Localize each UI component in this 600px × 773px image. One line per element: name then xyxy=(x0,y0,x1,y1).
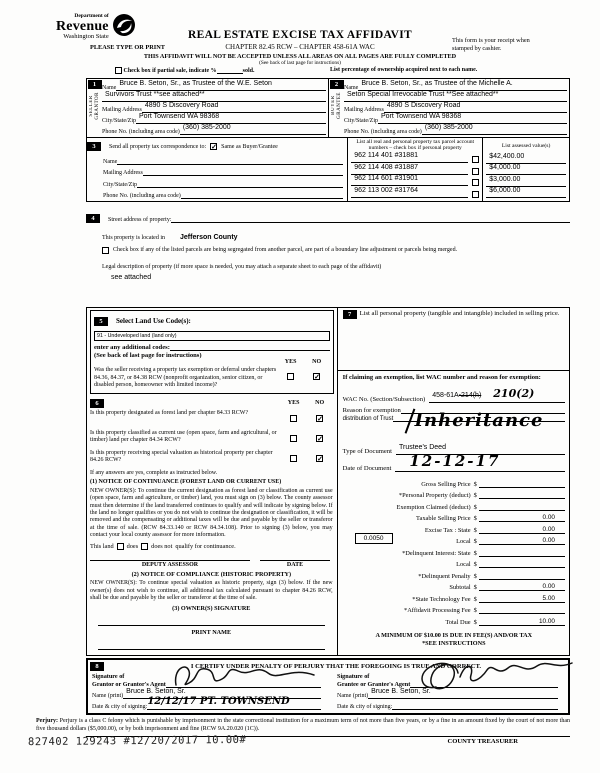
personal-property-deduct-row: *Personal Property (deduct) $ xyxy=(343,488,565,500)
date-of-document-row xyxy=(342,452,565,472)
land-does-not-checkbox[interactable] xyxy=(141,543,148,550)
section-2-number: 2 xyxy=(330,80,344,89)
type-of-document-label: Type of Document xyxy=(342,448,392,455)
street-address-label: Street address of property: xyxy=(108,217,172,223)
assessed-value-field[interactable]: $6,000.00 xyxy=(486,179,566,198)
land-use-column xyxy=(87,308,338,655)
land-use-box xyxy=(90,310,334,394)
percent-sold-field[interactable] xyxy=(217,73,243,74)
seller-side xyxy=(87,80,102,135)
corr-phone-label: Phone No. (including area code) xyxy=(103,193,181,199)
delinquent-interest-state-row: *Delinquent Interest: State $ xyxy=(343,545,565,557)
deferral-question-row xyxy=(94,367,330,390)
grantor-name-print-field[interactable]: Bruce B. Seton, Sr. xyxy=(123,680,321,699)
seller-grantor-box xyxy=(87,79,328,137)
assessed-value-column xyxy=(482,138,569,201)
seller-csz-field[interactable]: Port Townsend WA 98368 xyxy=(136,105,326,124)
forest-yes-checkbox[interactable] xyxy=(290,415,297,422)
seller-grantor-vertical-label: SELLER GRANTOR xyxy=(88,92,100,120)
total-due-row: Total Due $ 10.00 xyxy=(343,614,565,626)
segregated-checkbox[interactable] xyxy=(102,247,109,254)
buyer-csz-label: City/State/Zip xyxy=(344,118,378,124)
legal-description-value[interactable]: see attached xyxy=(111,274,152,281)
historic-question-row: Is this property receiving special valuation as historical property per chapter 84.26 RCW? ✓ xyxy=(90,449,323,464)
corr-address-label: Mailing Address xyxy=(103,170,143,176)
grantee-signature-block xyxy=(327,671,564,710)
owners-signature-title: (3) OWNER(S) SIGNATURE xyxy=(172,605,251,613)
exemption-claimed-row: Exemption Claimed (deduct) $ xyxy=(343,499,565,511)
buyer-grantee-box xyxy=(328,79,569,137)
form-title: REAL ESTATE EXCISE TAX AFFIDAVIT xyxy=(188,29,412,41)
state-technology-fee-row: *State Technology Fee $ 5.00 xyxy=(343,591,565,603)
this-land-label: This land xyxy=(90,543,114,551)
buyer-name-field-2[interactable]: Seton Special Irrevocable Trust **See attached** xyxy=(344,83,567,102)
buyer-address-field[interactable]: 4890 S Discovery Road xyxy=(384,94,567,113)
exemption-fees-column xyxy=(338,308,569,655)
seller-csz-label: City/State/Zip xyxy=(102,118,136,124)
date-of-document-field[interactable]: 12-12-17 xyxy=(395,452,565,472)
assessed-row xyxy=(486,187,566,199)
ownership-note: List percentage of ownership acquired next to each name. xyxy=(330,67,478,73)
grantee-signature-scribble xyxy=(410,657,580,697)
delinquent-penalty-row: *Delinquent Penalty $ xyxy=(343,568,565,580)
notice1-body: NEW OWNER(S): To continue the current designation as forest land or classification as current use (open space, farm and agriculture, or timber) land, you must sign on (3) below. The county assessor must then determine if the land transferred continues to qualify and will indicate by signing below. If the land no longer qualifies or you do not wish to continue the designation or classification, it will be removed and the compensating or additional taxes will be due and payable by the seller or transferor at the time of sale. (RCW 84.33.140 or RCW 84.34.108). Prior to signing (3) below, you may contact your local county assessor for more information. xyxy=(90,488,333,538)
lower-section xyxy=(86,307,570,656)
parcel-number-field[interactable]: 962 113 002 #31764 xyxy=(351,179,468,198)
grantor-name-print-label: Name (print) xyxy=(92,693,124,700)
designation-box xyxy=(87,397,337,651)
exemption-claimed-field[interactable] xyxy=(479,503,565,511)
grantor-date-city-field[interactable]: 12/12/17 PT. TOWNSEND xyxy=(147,691,321,710)
deferral-no-checkbox[interactable]: ✓ xyxy=(314,372,320,381)
notice1-title: (1) NOTICE OF CONTINUANCE (FOREST LAND OR CURRENT USE) xyxy=(90,478,282,485)
sold-label: sold. xyxy=(242,68,255,74)
chapter-label: CHAPTER 82.45 RCW – CHAPTER 458-61A WAC xyxy=(225,43,375,51)
deputy-assessor-row xyxy=(90,560,333,568)
exemption-reason-row xyxy=(343,406,565,436)
parcel-3-personal-checkbox[interactable] xyxy=(472,179,479,186)
section-4-number: 4 xyxy=(86,214,100,223)
seller-address-field[interactable]: 4890 S Discovery Road xyxy=(142,94,326,113)
logo-state-label: Washington State xyxy=(63,32,109,40)
excise-tax-state-row: Excise Tax : State $ 0.00 xyxy=(343,522,565,534)
please-type-label: PLEASE TYPE OR PRINT xyxy=(90,44,165,51)
delinquent-interest-state-field[interactable] xyxy=(479,549,565,557)
deputy-date-line[interactable]: DATE xyxy=(260,560,330,568)
delinquent-interest-local-field[interactable] xyxy=(479,560,565,568)
corr-name-field[interactable] xyxy=(117,157,343,165)
seller-phone-label: Phone No. (including area code) xyxy=(102,129,180,135)
excise-tax-state-field[interactable]: 0.00 xyxy=(479,526,565,534)
property-location-section xyxy=(86,202,570,307)
buyer-csz-field[interactable]: Port Townsend WA 98368 xyxy=(378,105,567,124)
date-of-document-label: Date of Document xyxy=(342,465,392,472)
total-due-field[interactable]: 10.00 xyxy=(479,618,565,626)
type-of-document-field[interactable]: Trustee's Deed xyxy=(396,436,565,455)
receipt-note: This form is your receipt when stamped by cashier. xyxy=(452,37,530,52)
gross-selling-price-row: Gross Selling Price $ xyxy=(343,476,565,488)
buyer-address-label: Mailing Address xyxy=(344,107,384,113)
legal-description-label: Legal description of property (if more space is needed, you may attach a separate sheet to each page of the affidavit) xyxy=(102,264,382,270)
section-8-number: 8 xyxy=(90,662,104,671)
buyer-name-field[interactable]: Bruce B. Seton, Sr., as Trustee of the Michelle A. xyxy=(358,72,567,91)
partial-sale-label: Check box if partial sale, indicate % xyxy=(123,68,217,74)
corr-csz-label: City/State/Zip xyxy=(103,181,137,188)
corr-name-label: Name xyxy=(103,158,118,165)
forest-land-question-row: Is this property designated as forest land per chapter 84.33 RCW? ✓ xyxy=(90,409,323,424)
buyer-side xyxy=(329,80,344,135)
section-5-number: 5 xyxy=(94,317,108,326)
wac-number-field[interactable]: 458-61A-214(h) 210(2) xyxy=(429,384,565,403)
s5-yes-no-header: YES NO xyxy=(284,359,322,365)
land-use-code-select[interactable]: 91 - Undeveloped land (land only) xyxy=(94,331,330,341)
continuance-qualify-row xyxy=(90,543,333,550)
perjury-paragraph xyxy=(36,718,570,733)
perjury-text: Perjury is a class C felony which is punishable by imprisonment in the state correctional institution for a maximum term of not more than five years, or by a fine in an amount fixed by the court of not more than five thousand dollars ($5,000.00), or by both imprisonment and fine (RCW 9A.20.020 (1C)). xyxy=(36,718,571,732)
street-address-field[interactable] xyxy=(171,215,570,223)
if-yes-note: If any answers are yes, complete as instructed below. xyxy=(90,469,218,476)
seller-address-label: Mailing Address xyxy=(102,107,142,113)
not-accepted-notice: THIS AFFIDAVIT WILL NOT BE ACCEPTED UNLESS ALL AREAS ON ALL PAGES ARE FULLY COMPLETED xyxy=(143,53,457,60)
grantee-name-print-label: Name (print) xyxy=(337,693,369,700)
print-name-title: PRINT NAME xyxy=(191,629,232,637)
parcel-number-field[interactable]: 962 114 408 #31887 xyxy=(351,156,468,175)
cashier-receipt-stamp: 827402 129243 #12/20/2017 10.00# xyxy=(27,733,247,749)
local-tax-field[interactable]: 0.00 xyxy=(479,537,565,545)
additional-codes-label: enter any additional codes: xyxy=(94,344,170,351)
wac-number-row xyxy=(343,384,565,403)
buyer-name-label: Name xyxy=(344,85,359,91)
same-as-buyer-label: Same as Buyer/Grantee xyxy=(221,143,278,150)
section-6-number: 6 xyxy=(90,399,104,408)
parcel-number-field[interactable]: 962 114 601 #31901 xyxy=(351,167,468,186)
buyer-phone-label: Phone No. (including area code) xyxy=(344,129,422,135)
perjury-bold: Perjury: xyxy=(36,718,58,725)
local-tax-row: 0.0050 Local $ 0.00 xyxy=(343,534,565,546)
does-label: does xyxy=(126,543,139,551)
parties-section xyxy=(86,78,570,138)
parcel-2-personal-checkbox[interactable] xyxy=(472,168,479,175)
grantor-signature-block xyxy=(90,671,327,710)
current-use-question-row: Is this property classified as current use (open space, farm and agricultural, or timber) land per chapter 84.34 RCW? ✓ xyxy=(90,429,323,444)
owner-signature-line[interactable] xyxy=(98,614,325,626)
exemption-note: If claiming an exemption, list WAC number and reason for exemption: xyxy=(342,374,541,381)
delinquent-penalty-field[interactable] xyxy=(479,572,565,580)
seller-name-field-2[interactable]: Survivors Trust **see attached** xyxy=(102,83,326,102)
grantee-date-city-field[interactable] xyxy=(392,702,558,710)
minimum-fee-note: A MINIMUM OF $10.00 IS DUE IN FEE(S) AND/OR TAX *SEE INSTRUCTIONS xyxy=(375,631,533,647)
seller-name-field[interactable]: Bruce B. Seton, Sr., as Trustee of the W.E. Seton xyxy=(116,72,326,91)
located-county-value: Jefferson County xyxy=(180,234,238,241)
assessed-header: List assessed value(s) xyxy=(501,143,551,149)
grantee-signature-label: Signature of Grantee or Grantee's Agent xyxy=(337,673,411,688)
s6-yes-no-header: YES NO xyxy=(287,400,325,406)
gross-selling-price-field[interactable] xyxy=(479,480,565,488)
corr-phone-field[interactable] xyxy=(181,191,343,199)
grantor-signature-label: Signature of Grantor or Grantor's Agent xyxy=(92,673,166,688)
parcel-4-personal-checkbox[interactable] xyxy=(472,191,479,198)
grantor-date-city-label: Date & city of signing: xyxy=(92,704,148,711)
current-use-yes-checkbox[interactable] xyxy=(290,435,297,442)
section-7-number: 7 xyxy=(343,310,357,319)
additional-codes-field[interactable] xyxy=(170,343,330,351)
personal-property-title: List all personal property (tangible and intangible) included in selling price. xyxy=(359,310,560,317)
assessed-value-field[interactable]: $4,000.00 xyxy=(486,156,566,175)
seller-phone-field[interactable]: (360) 385-2000 xyxy=(180,116,326,135)
taxable-selling-price-field[interactable]: 0.00 xyxy=(479,514,565,522)
subtotal-field[interactable]: 0.00 xyxy=(479,583,565,591)
send-correspondence-label: Send all property tax correspondence to: xyxy=(109,143,207,150)
buyer-grantee-vertical-label: BUYER GRANTEE xyxy=(330,92,342,119)
reason-typed-value: distribution of Trust xyxy=(342,416,394,422)
taxable-selling-price-row: Taxable Selling Price $ 0.00 xyxy=(343,511,565,523)
legal-description-space xyxy=(86,281,570,307)
logo-revenue-label: Revenue xyxy=(56,18,109,34)
corr-address-field[interactable] xyxy=(143,168,343,176)
county-treasurer-label: COUNTY TREASURER xyxy=(86,736,570,745)
fee-table xyxy=(343,476,565,626)
grantee-name-print-field[interactable]: Bruce B. Seton, Sr. xyxy=(368,680,558,699)
grantor-signature-scribble xyxy=(166,659,316,693)
deferral-yes-checkbox[interactable] xyxy=(287,373,294,380)
personal-property-space[interactable] xyxy=(338,319,569,371)
grantor-signature-field[interactable] xyxy=(166,672,321,688)
parcel-row xyxy=(351,186,479,198)
affidavit-processing-fee-row: *Affidavit Processing Fee $ xyxy=(343,603,565,615)
print-name-line[interactable] xyxy=(98,638,325,650)
historic-no-checkbox[interactable]: ✓ xyxy=(317,455,323,464)
see-back-instructions: (See back of last page for instructions) xyxy=(94,352,202,359)
buyer-phone-field[interactable]: (360) 385-2000 xyxy=(422,116,567,135)
corr-csz-field[interactable] xyxy=(137,180,343,188)
see-back-note: (See back of last page for instructions) xyxy=(259,60,341,66)
parcel-header: List all real and personal property tax parcel account numbers – check box if personal property xyxy=(356,139,475,152)
buyer-fields xyxy=(344,80,567,135)
wac-label: WAC No. (Section/Subsection) xyxy=(342,396,426,403)
certify-statement: I CERTIFY UNDER PENALTY OF PERJURY THAT THE FOREGOING IS TRUE AND CORRECT. xyxy=(190,663,482,671)
grantee-date-city-label: Date & city of signing: xyxy=(337,704,393,711)
reason-label: Reason for exemption xyxy=(342,407,401,414)
affidavit-processing-fee-field[interactable] xyxy=(479,606,565,614)
same-as-buyer-checkbox[interactable]: ✓ xyxy=(211,143,218,151)
deputy-assessor-signature-line[interactable]: DEPUTY ASSESSOR xyxy=(90,560,250,568)
parcel-1-personal-checkbox[interactable] xyxy=(472,156,479,163)
parcel-number-field[interactable]: 962 114 401 #31881 xyxy=(351,144,468,163)
partial-sale-checkbox[interactable] xyxy=(115,67,122,74)
local-rate-field[interactable]: 0.0050 xyxy=(355,533,393,544)
certification-section xyxy=(86,658,570,715)
state-technology-fee-field[interactable]: 5.00 xyxy=(479,595,565,603)
notice2-body: NEW OWNER(S): To continue special valuation as historic property, sign (3) below. If the new owner(s) does not wish to continue, all additional tax calculated pursuant to chapter 84.26 RCW, shall be due and payable by the seller or transferor at the time of sale. xyxy=(90,580,333,601)
seller-name-label: Name xyxy=(102,85,117,91)
partial-sale-row xyxy=(115,67,255,74)
forest-no-checkbox[interactable]: ✓ xyxy=(317,415,323,424)
notice2-title: (2) NOTICE OF COMPLIANCE (HISTORIC PROPERTY) xyxy=(131,571,292,579)
delinquent-interest-local-row: Local $ xyxy=(343,557,565,569)
qualify-label: qualify for continuance. xyxy=(175,543,236,551)
historic-yes-checkbox[interactable] xyxy=(290,455,297,462)
assessed-value-field[interactable]: $3,000.00 xyxy=(486,168,566,187)
current-use-no-checkbox[interactable]: ✓ xyxy=(317,435,323,444)
reason-handwritten-value: Inheritance xyxy=(414,410,544,431)
segregated-label: Check box if any of the listed parcels are being segregated from another parcel, are part of a boundary line adjustment or parcels being merged. xyxy=(113,247,458,253)
does-not-label: does not xyxy=(151,543,173,551)
land-does-checkbox[interactable] xyxy=(117,543,124,550)
personal-property-deduct-field[interactable] xyxy=(479,491,565,499)
section-1-number: 1 xyxy=(88,80,102,89)
parcel-column xyxy=(347,138,482,201)
wac-handwritten-value: 210(2) xyxy=(493,387,535,400)
correspondence-column xyxy=(87,138,347,201)
assessed-value-field[interactable]: $42,400.00 xyxy=(486,145,566,164)
grantee-signature-field[interactable] xyxy=(410,672,558,688)
form-body xyxy=(86,78,570,715)
form-header xyxy=(0,0,600,78)
tax-correspondence-section xyxy=(86,138,570,202)
located-in-label: This property is located in xyxy=(102,235,165,241)
deferral-question: Was the seller receiving a property tax exemption or deferral under chapters 84.36, 84.37, or 84.38 RCW (nonprofit organization, senior citizen, or disabled person, homeowner with limited income)? xyxy=(94,367,277,388)
subtotal-row: Subtotal $ 0.00 xyxy=(343,580,565,592)
logo-dept-label: Department of xyxy=(74,13,109,19)
land-use-title: Select Land Use Code(s): xyxy=(116,317,191,325)
seller-fields xyxy=(102,80,326,135)
section-3-number: 3 xyxy=(87,142,101,151)
